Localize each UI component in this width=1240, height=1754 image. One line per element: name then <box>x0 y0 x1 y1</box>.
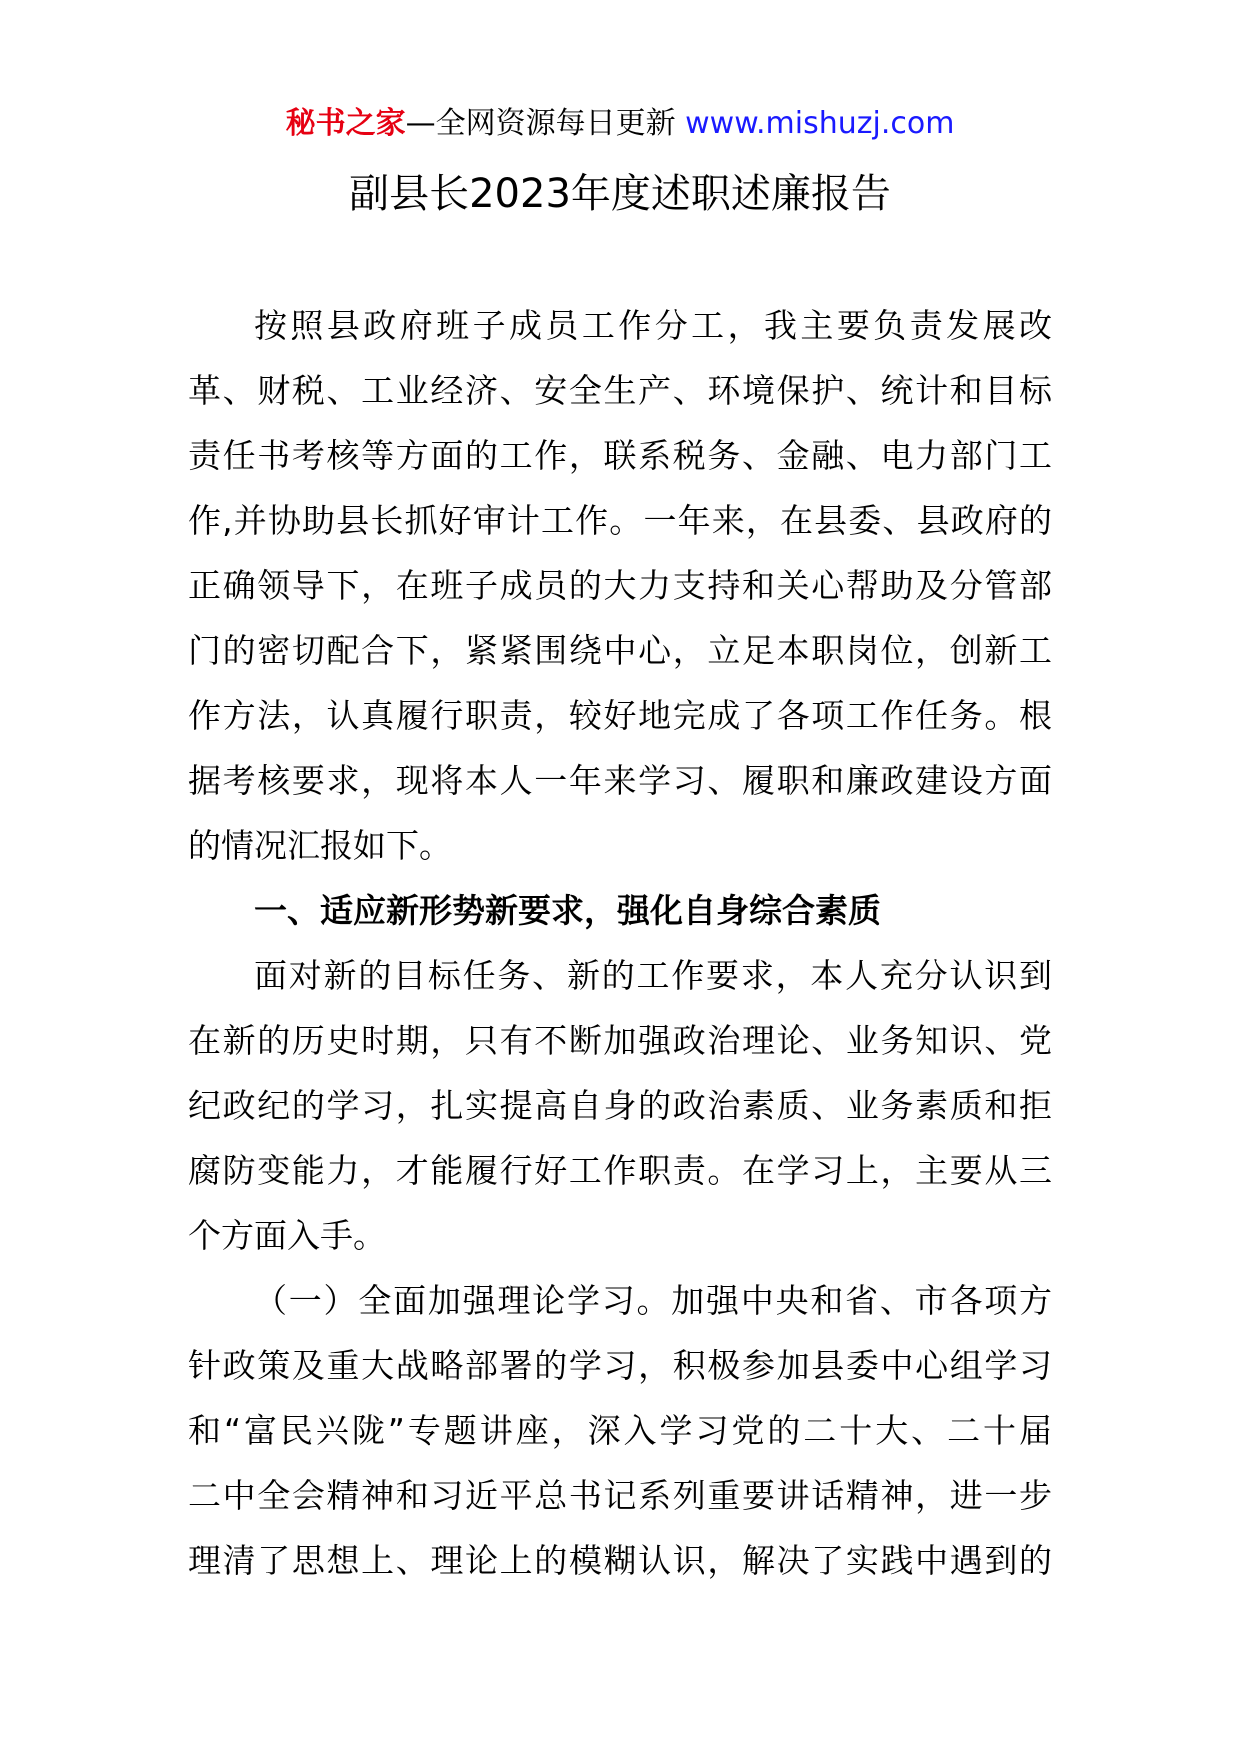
document-title: 副县长2023年度述职述廉报告 <box>349 171 891 217</box>
text-line: 针政策及重大战略部署的学习，积极参加县委中心组学习 <box>188 1346 1052 1385</box>
text-line: 个方面入手。 <box>188 1216 386 1255</box>
text-line: 二中全会精神和习近平总书记系列重要讲话精神，进一步 <box>188 1476 1052 1515</box>
site-url-link[interactable]: www.mishuzj.com <box>685 106 955 141</box>
text-line: 按照县政府班子成员工作分工，我主要负责发展改 <box>254 306 1052 345</box>
text-line: 作,并协助县长抓好审计工作。一年来，在县委、县政府的 <box>188 501 1052 540</box>
text-line: 据考核要求，现将本人一年来学习、履职和廉政建设方面 <box>188 761 1052 800</box>
document-body <box>188 293 1052 1593</box>
text-line: 和“富民兴陇”专题讲座，深入学习党的二十大、二十届 <box>188 1411 1052 1450</box>
subsection-line: （一）全面加强理论学习。加强中央和省、市各项方 <box>254 1281 1052 1320</box>
header-banner <box>0 104 1240 144</box>
text-line: 腐防变能力，才能履行好工作职责。在学习上，主要从三 <box>188 1151 1052 1190</box>
text-line: 纪政纪的学习，扎实提高自身的政治素质、业务素质和拒 <box>188 1086 1052 1125</box>
text-line: 责任书考核等方面的工作，联系税务、金融、电力部门工 <box>188 436 1052 475</box>
section-heading: 一、适应新形势新要求，强化自身综合素质 <box>254 891 881 930</box>
text-line: 正确领导下，在班子成员的大力支持和关心帮助及分管部 <box>188 566 1052 605</box>
header-tagline: —全网资源每日更新 <box>405 106 676 141</box>
text-line: 在新的历史时期，只有不断加强政治理论、业务知识、党 <box>188 1021 1052 1060</box>
text-line: 作方法，认真履行职责，较好地完成了各项工作任务。根 <box>188 696 1052 735</box>
text-line: 的情况汇报如下。 <box>188 826 452 865</box>
text-line: 门的密切配合下，紧紧围绕中心，立足本职岗位，创新工 <box>188 631 1052 670</box>
text-line: 革、财税、工业经济、安全生产、环境保护、统计和目标 <box>188 371 1052 410</box>
text-line: 面对新的目标任务、新的工作要求，本人充分认识到 <box>254 956 1052 995</box>
brand-name: 秘书之家 <box>285 106 406 141</box>
text-line: 理清了思想上、理论上的模糊认识，解决了实践中遇到的 <box>188 1541 1052 1580</box>
